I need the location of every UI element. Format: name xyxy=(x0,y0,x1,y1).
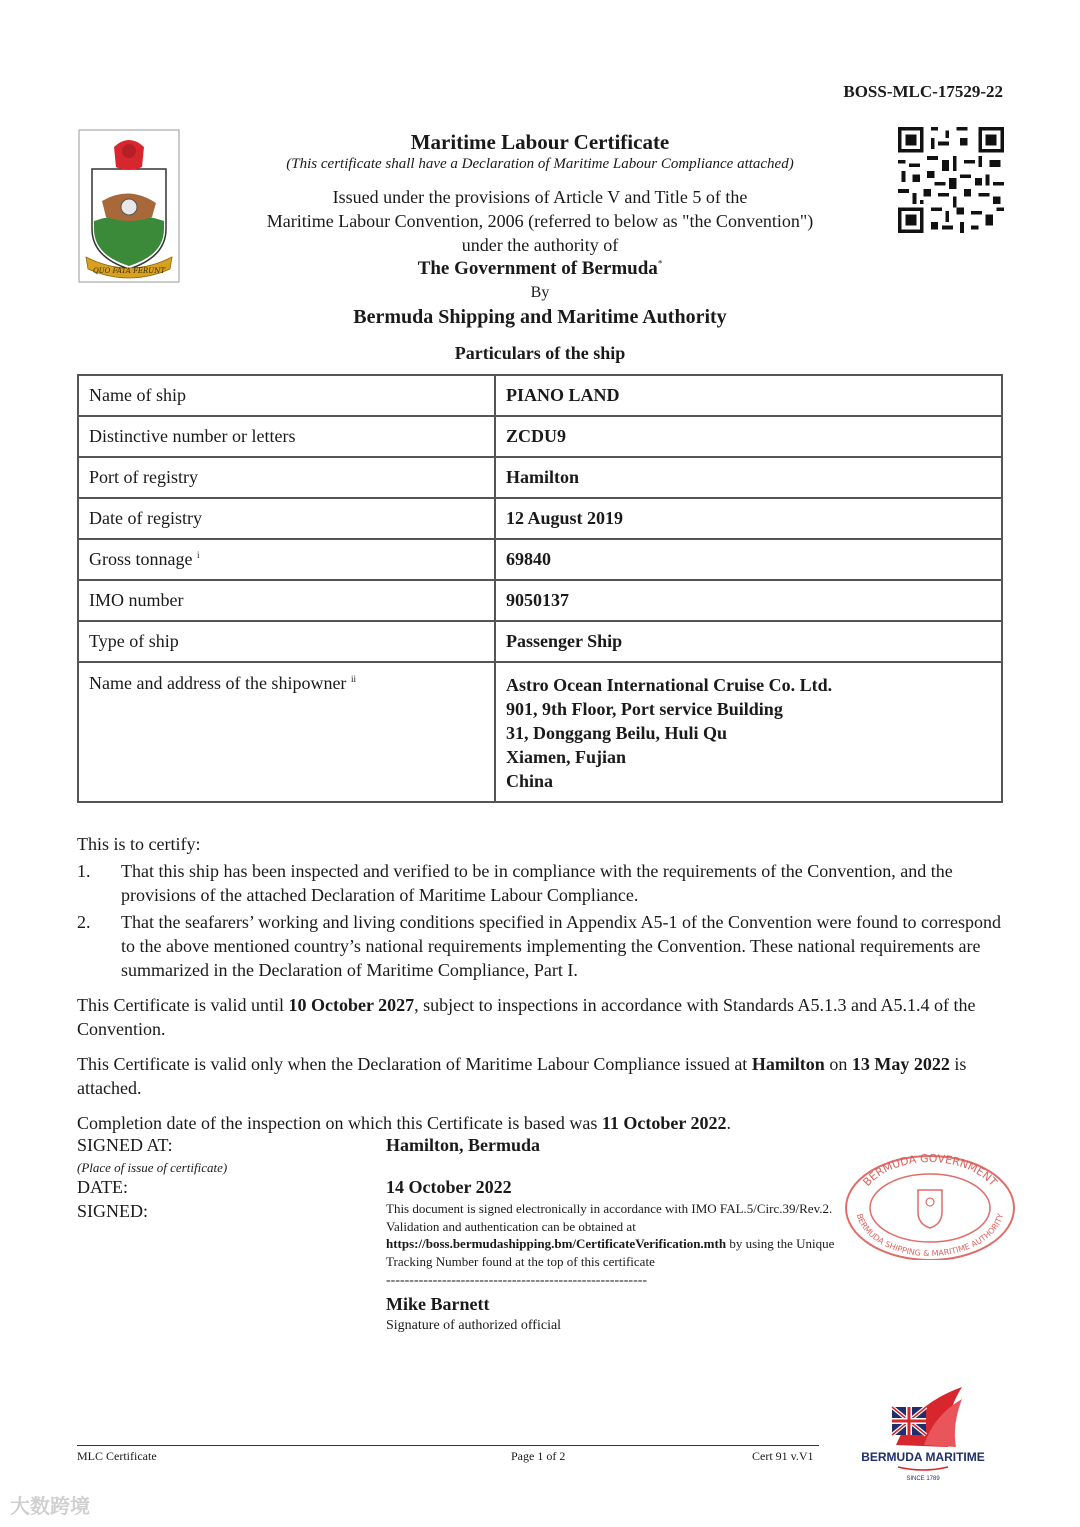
type-of-ship-value: Passenger Ship xyxy=(495,621,1002,662)
row-label: Type of ship xyxy=(78,621,495,662)
certificate-subtitle: (This certificate shall have a Declaration of Maritime Labour Compliance attached) xyxy=(286,156,794,172)
footnote-marker: i xyxy=(196,550,200,560)
certify-item-1 xyxy=(77,859,1003,907)
completion-statement: Completion date of the inspection on which this Certificate is based was 11 October 2022. xyxy=(77,1113,732,1133)
certificate-title: Maritime Labour Certificate xyxy=(410,130,670,154)
row-label: Gross tonnage $^i$ xyxy=(78,539,495,580)
signer-name: Mike Barnett xyxy=(386,1294,490,1314)
date-label: DATE: xyxy=(77,1177,128,1197)
address-line: 901, 9th Floor, Port service Building xyxy=(506,699,783,719)
official-stamp xyxy=(842,1150,1018,1260)
stamp-text-bottom: BERMUDA SHIPPING & MARITIME AUTHORITY xyxy=(854,1212,1006,1259)
validity-statement: This Certificate is valid until 10 October 2027, subject to inspections in accordance with Standards A5.1.3 and A5.1.4 of the Convention. xyxy=(77,995,976,1039)
signature-line: -------------------------------------------------------- xyxy=(386,1273,648,1288)
dmlc-date: 13 May 2022 xyxy=(851,1054,950,1074)
issuing-authority: Bermuda Shipping and Maritime Authority xyxy=(353,306,727,328)
dmlc-statement: This Certificate is valid only when the Declaration of Maritime Labour Compliance issued at Hamilton on 13 May 2022 is attached. xyxy=(77,1054,967,1098)
watermark: 大数跨境 xyxy=(10,1494,90,1518)
electronic-signature-note: This document is signed electronically in accordance with IMO FAL.5/Circ.39/Rev.2. Validation and authentication can be obtained at https://boss.bermudashipping.bm/CertificateVerification.mth by using the Unique Tracking Number found at the top of this certificate xyxy=(386,1201,835,1269)
gross-tonnage-value: 69840 xyxy=(495,539,1002,580)
item-text: That this ship has been inspected and verified to be in compliance with the requirements of the Convention, and the provisions of the attached Declaration of Maritime Labour Compliance. xyxy=(121,861,953,905)
valid-until-date: 10 October 2027 xyxy=(288,995,415,1015)
completion-date: 11 October 2022 xyxy=(601,1113,727,1133)
issued-line-2: Maritime Labour Convention, 2006 (referred to below as "the Convention") xyxy=(266,211,814,231)
certify-item-2 xyxy=(77,910,1003,982)
item-number: 1. xyxy=(77,861,91,881)
table-row xyxy=(78,375,1002,416)
row-label: Name and address of the shipowner $^{ii}$ xyxy=(78,662,495,802)
certificate-id: BOSS-MLC-17529-22 xyxy=(843,82,1003,101)
footnote-marker: ii xyxy=(350,674,356,684)
address-line: 31, Donggang Beilu, Huli Qu xyxy=(506,723,728,743)
item-text: That the seafarers’ working and living conditions specified in Appendix A5-1 of the Convention were found to correspond to the above mentioned country’s national requirements implementing the Convention. These national requirements are summarized in the Declaration of Maritime Compliance, Part I. xyxy=(121,912,1001,980)
table-row xyxy=(78,498,1002,539)
government-footnote-mark: * xyxy=(657,258,663,269)
item-number: 2. xyxy=(77,912,91,932)
logo-name: BERMUDA MARITIME xyxy=(861,1450,985,1464)
row-label: Port of registry xyxy=(78,457,495,498)
svg-text:BERMUDA GOVERNMENT xyxy=(860,1152,999,1189)
issued-under-text xyxy=(180,185,900,257)
government-name: The Government of Bermuda* xyxy=(417,258,663,279)
dmlc-place: Hamilton xyxy=(751,1054,825,1074)
logo-since: SINCE 1789 xyxy=(906,1476,940,1482)
row-label: Distinctive number or letters xyxy=(78,416,495,457)
particulars-heading: Particulars of the ship xyxy=(454,343,626,363)
port-of-registry-value: Hamilton xyxy=(495,457,1002,498)
distinctive-number-value: ZCDU9 xyxy=(495,416,1002,457)
qr-code xyxy=(898,127,1004,233)
bermuda-maritime-logo xyxy=(852,1385,994,1485)
place-of-issue-note: (Place of issue of certificate) xyxy=(77,1160,228,1175)
table-row xyxy=(78,457,1002,498)
signed-label: SIGNED: xyxy=(77,1201,148,1221)
address-line: Astro Ocean International Cruise Co. Ltd. xyxy=(506,675,833,695)
row-label: Name of ship xyxy=(78,375,495,416)
table-row xyxy=(78,621,1002,662)
date-of-registry-value: 12 August 2019 xyxy=(495,498,1002,539)
by-label: By xyxy=(530,284,550,301)
table-row xyxy=(78,580,1002,621)
table-row xyxy=(78,416,1002,457)
issued-line-1: Issued under the provisions of Article V and Title 5 of the xyxy=(332,187,748,207)
verification-url[interactable]: https://boss.bermudashipping.bm/CertificateVerification.mth xyxy=(386,1236,727,1251)
address-line: Xiamen, Fujian xyxy=(506,747,627,767)
signed-at-value: Hamilton, Bermuda xyxy=(386,1135,541,1155)
footer-page-number: Page 1 of 2 xyxy=(511,1449,566,1463)
date-value: 14 October 2022 xyxy=(386,1177,512,1197)
row-label: IMO number xyxy=(78,580,495,621)
address-line: China xyxy=(506,771,554,791)
signer-role: Signature of authorized official xyxy=(386,1318,562,1333)
ship-particulars-table xyxy=(77,374,1003,803)
ship-name-value: PIANO LAND xyxy=(495,375,1002,416)
table-row xyxy=(78,662,1002,802)
shipowner-address-value xyxy=(495,662,1002,802)
certify-intro: This is to certify: xyxy=(77,834,201,854)
table-row xyxy=(78,539,1002,580)
svg-text:BERMUDA SHIPPING & MARITIME AU xyxy=(855,1213,1006,1259)
issued-line-3: under the authority of xyxy=(461,235,619,255)
imo-number-value: 9050137 xyxy=(495,580,1002,621)
footer-cert-version: Cert 91 v.V1 xyxy=(752,1449,814,1463)
bermuda-coat-of-arms xyxy=(78,129,180,283)
signed-at-label: SIGNED AT: xyxy=(77,1135,173,1155)
footer-doc-name: MLC Certificate xyxy=(77,1449,157,1463)
svg-text:QUO FATA FERUNT: QUO FATA FERUNT xyxy=(92,267,166,275)
stamp-text-top: BERMUDA GOVERNMENT xyxy=(860,1151,1000,1189)
footer-divider xyxy=(77,1445,819,1446)
row-label: Date of registry xyxy=(78,498,495,539)
